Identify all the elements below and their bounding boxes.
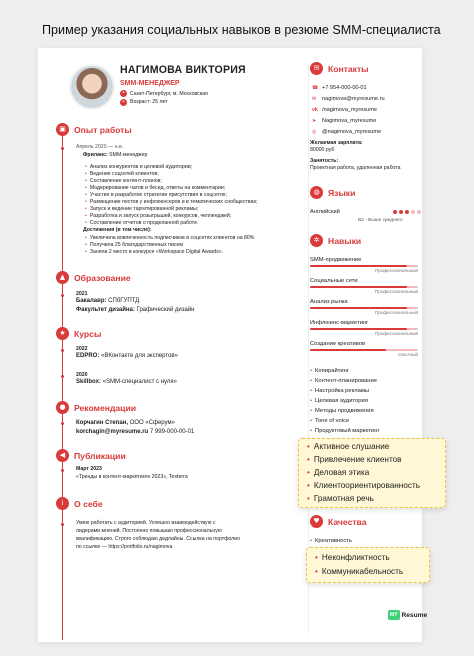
course-year: 2020 [76,372,88,378]
quality-highlight: • Коммуникабельность [315,566,403,578]
timeline-dot [61,422,64,425]
skill-item: • Контент-планирование [310,378,377,385]
language-dot [399,210,403,214]
about-line: по ссылке — https://portfolio.ru/nagimova [76,544,173,550]
timeline-dot [61,523,64,526]
phone-icon: ☎ [312,85,319,91]
contact-phone[interactable]: +7 954-000-00-01 [322,85,367,91]
person-name: НАГИМОВА ВИКТОРИЯ [120,64,246,76]
myresume-logo [388,610,427,620]
age-icon: • [120,99,127,106]
reference-name: Корчагин Степан, [76,420,129,426]
faculty-label: Факультет дизайна: [76,307,135,313]
qualities-callout [306,547,430,583]
publication-text: «Тренды в контент-маркетинге 2023», Texterra [76,474,188,480]
duty-item: • Ведение соцсетей клиентов; [85,171,159,178]
publication-date: Март 2023 [76,466,102,472]
skill-level-bar [310,328,418,330]
skill-name: Инфлюенс-маркетинг [310,320,369,326]
telegram-icon: ➤ [312,118,317,124]
quality-highlight: • Неконфликтность [315,552,390,564]
person-age: Возраст: 25 лет [130,99,168,105]
avatar [69,64,115,110]
course-org: EDPRO: [76,353,100,359]
award-icon: ★ [56,327,69,340]
employment-label: Занятость: [310,158,339,164]
language-dot [405,210,409,214]
gear-icon: ✲ [310,234,323,247]
duty-item: • Модерирование чатов и бесед, ответы на комментарии; [85,185,225,192]
skill-item: • Копирайтинг [310,368,349,375]
about-line: лидерами мнений. Постоянно повышаю профессиональную [76,528,222,534]
language-dot [417,210,421,214]
reference-email: korchagin@myresume.ru [76,429,149,435]
timeline-dot [61,469,64,472]
skill-item: • Настройка рекламы [310,388,369,395]
skill-item: • Продуктовый маркетинг [310,428,380,435]
duty-item: • Запуск и ведение таргетированной рекламы; [85,206,198,213]
duty-item: • Составление отчетов о проделанной работе. [85,220,198,227]
envelope-icon: ✉ [310,62,323,75]
skill-level-bar [310,349,418,351]
timeline-dot [61,147,64,150]
skill-item: • Tone of voice [310,418,349,425]
quality-item: • Креативность [310,538,352,545]
faculty-value: Графический дизайн [136,307,195,313]
course-org: Skillbox: [76,379,102,385]
reference-company: ООО «Сферум» [129,420,175,426]
position-value: SMM-менеджер [109,152,148,158]
language-name: Английский [310,209,340,215]
instagram-icon: ◎ [312,129,317,135]
globe-icon: ◍ [310,186,323,199]
references-heading: Рекомендации [74,403,137,413]
contact-vk[interactable]: /nagimova_myresume [322,107,378,113]
languages-heading: Языки [328,188,356,198]
duty-item: • Анализ конкурентов и целевой аудитории; [85,164,192,171]
salary-label: Желаемая зарплата: [310,140,363,146]
skill-name: Социальные сети [310,278,358,284]
logo-text: Resume [401,611,428,619]
contact-email[interactable]: nagimova@myresume.ru [322,96,385,102]
language-level: B2 - Выше среднего [358,218,403,223]
skill-level-bar [310,286,418,288]
contact-telegram[interactable]: Nagimova_myresume [322,118,377,124]
skill-bar-fill [310,286,407,288]
soft-skill-item: • Грамотная речь [307,493,374,505]
skill-level-label: Опытный [398,352,418,357]
duty-item: • Размещение постов у инфлюенсеров и в тематических сообществах; [85,199,258,206]
skill-item: • Целевая аудитория [310,398,368,405]
skill-name: Анализ рынка [310,299,348,305]
person-icon: ● [56,401,69,414]
publications-heading: Публикации [74,451,126,461]
about-line: Умею работать с аудиторией. Успешно взаимодействую с [76,520,216,526]
about-line: квалификацию. Строго соблюдаю дедлайны. Ссылка на портфолио [76,536,240,542]
language-dot [411,210,415,214]
experience-heading: Опыт работы [74,125,132,135]
degree-label: Бакалавр: [76,298,107,304]
experience-period: Апрель 2020 — н.в. [76,144,124,150]
skill-bar-fill [310,265,407,267]
education-year: 2021 [76,291,88,297]
soft-skill-item: • Привлечение клиентов [307,454,402,466]
achievements-title: Достижения (в том числе): [83,227,152,233]
briefcase-icon: ▣ [56,123,69,136]
salary-value: 80000 руб [310,147,335,153]
course-name: «ВКонтакте для экспертов» [101,353,178,359]
soft-skills-callout [298,438,446,508]
soft-skill-item: • Клиентоориентированность [307,480,420,492]
duty-item: • Разработка и запуск розыгрышей, конкурсов, челленджей; [85,213,231,220]
skill-name: Создание креативов [310,341,366,347]
skill-level-bar [310,265,418,267]
course-year: 2022 [76,346,88,352]
logo-badge: MY [390,612,398,618]
info-icon: i [56,497,69,510]
timeline-dot [61,294,64,297]
mail-icon: ✉ [312,96,317,102]
achievement-item: • Получила 25 благодарственных писем [85,242,183,249]
courses-heading: Курсы [74,329,102,339]
employment-value: Проектная работа, удаленная работа [310,165,401,171]
soft-skill-item: • Деловая этика [307,467,369,479]
position-label: Фриланс: [83,152,108,158]
skill-level-label: Профессиональный [374,289,418,294]
education-heading: Образование [74,273,131,283]
achievement-item: • Заняла 2 место в конкурсе «Workspace Digital Awards». [85,249,223,256]
person-role: SMM-МЕНЕДЖЕР [120,80,180,87]
skill-level-bar [310,307,418,309]
degree-value: СПбГУПТД [108,298,140,304]
about-heading: О себе [74,499,103,509]
language-dot [393,210,397,214]
megaphone-icon: ◀ [56,449,69,462]
reference-phone: 7 999-000-00-01 [149,429,195,435]
location-icon: • [120,90,127,97]
heart-icon: ♥ [310,515,323,528]
contacts-heading: Контакты [328,64,369,74]
timeline-dot [61,349,64,352]
skill-item: • Методы продвижения [310,408,374,415]
skill-level-label: Профессиональный [374,331,418,336]
timeline-dot [61,375,64,378]
skills-heading: Навыки [328,236,362,246]
page-title: Пример указания социальных навыков в резюме SMM-специалиста [42,23,441,37]
qualities-heading: Качества [328,517,367,527]
vk-icon: vk [312,107,318,113]
skill-name: SMM-продвижение [310,257,362,263]
skill-bar-fill [310,349,386,351]
contact-instagram[interactable]: @nagimova_myresume [322,129,382,135]
skill-bar-fill [310,307,407,309]
course-name: «SMM-специалист с нуля» [102,379,177,385]
soft-skill-item: • Активное слушание [307,441,389,453]
duty-item: • Составление контент-планов; [85,178,162,185]
timeline-line [62,130,63,640]
person-city: Санкт-Петербург, м. Московская [130,91,208,97]
skill-level-label: Профессиональный [374,268,418,273]
skill-level-label: Профессиональный [374,310,418,315]
skill-bar-fill [310,328,407,330]
duty-item: • Участие в разработке стратегии присутствия в соцсетях; [85,192,227,199]
achievement-item: • Увеличила вовлеченность подписчиков в соцсетях клиентов на 80% [85,235,254,242]
graduation-cap-icon: ▲ [56,271,69,284]
